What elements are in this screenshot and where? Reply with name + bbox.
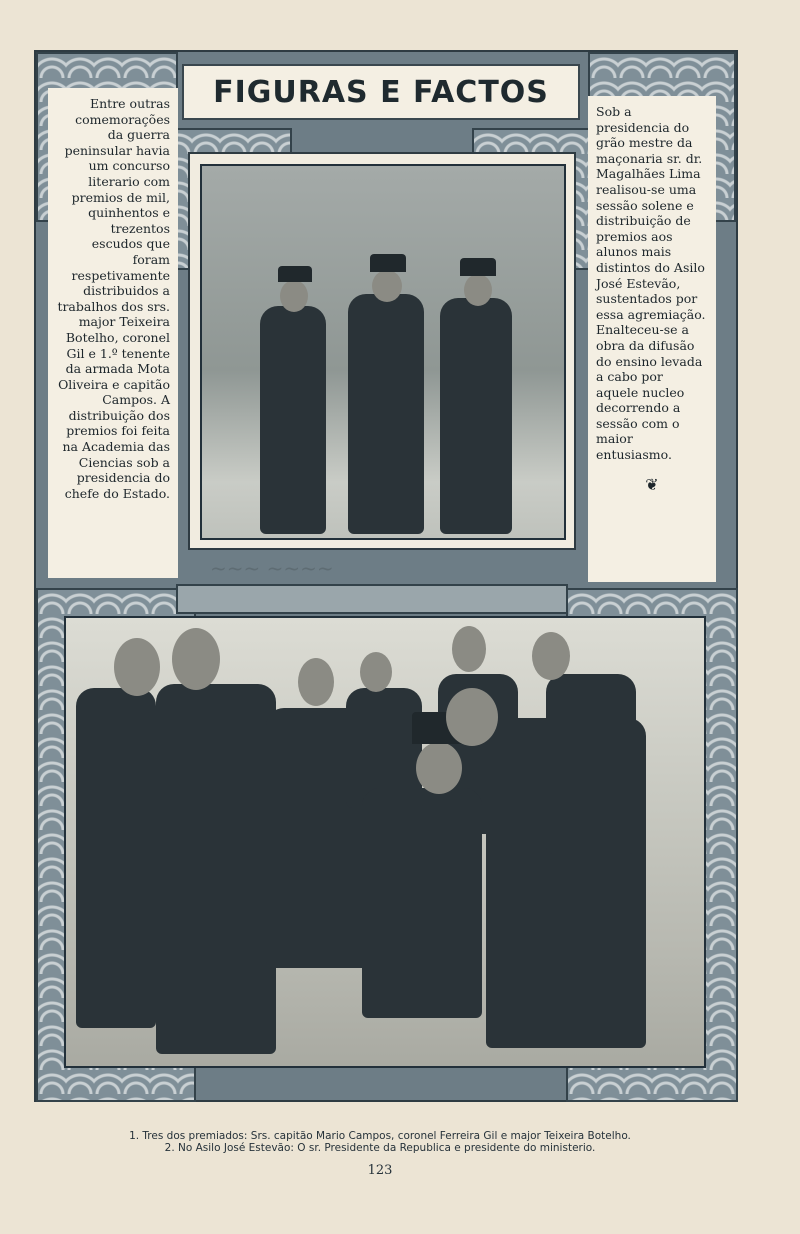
officer-figure-right bbox=[440, 298, 512, 534]
person-head bbox=[172, 628, 220, 690]
page-title: FIGURAS E FACTOS bbox=[213, 74, 549, 110]
page-number: 123 bbox=[367, 1163, 393, 1178]
officer-head-center bbox=[372, 270, 402, 302]
photo-captions bbox=[0, 1130, 760, 1154]
person-figure bbox=[546, 674, 636, 854]
person-head bbox=[532, 632, 570, 680]
inner-panel bbox=[176, 584, 568, 614]
left-text-column bbox=[48, 88, 178, 578]
officer-cap-center bbox=[370, 254, 406, 272]
officer-cap-left bbox=[278, 266, 312, 282]
person-figure bbox=[156, 684, 276, 1054]
caption-line-1: 1. Tres dos premiados: Srs. capitão Mario Campos, coronel Ferreira Gil e major Teixeira Botelho. bbox=[129, 1130, 631, 1142]
person-head bbox=[298, 658, 334, 706]
officer-figure-center bbox=[348, 294, 424, 534]
person-figure-seated bbox=[362, 788, 482, 1018]
photo-three-officers bbox=[200, 164, 566, 540]
person-head bbox=[360, 652, 392, 692]
officer-head-left bbox=[280, 280, 308, 312]
person-figure bbox=[76, 688, 156, 1028]
photographer-signature: ~~~ ~~~~ bbox=[210, 556, 334, 580]
person-head-seated bbox=[416, 742, 462, 794]
person-head bbox=[114, 638, 160, 696]
person-head-bowing bbox=[446, 688, 498, 746]
officer-cap-right bbox=[460, 258, 496, 276]
officer-head-right bbox=[464, 274, 492, 306]
officer-figure-left bbox=[260, 306, 326, 534]
right-text-column bbox=[588, 96, 716, 582]
right-paragraph-2: Enalteceu-se a obra da difusão do ensino levada a cabo por aquele nucleo decorrendo a sessão com o maior entusiasmo. bbox=[596, 322, 703, 463]
left-paragraph: Entre outras comemorações da guerra peninsular havia um concurso literario com premios de mil, quinhentos e trezentos escudos que foram respetivamente distribuidos a trabalhos dos srs. major Teixeira Botelho, coronel Gil e 1.º tenente da armada Mota Oliveira e capitão Campos. A distribuição dos premios foi feita na Academia das Ciencias sob a presidencia do chefe do Estado. bbox=[57, 96, 170, 501]
right-paragraph-1: Sob a presidencia do grão mestre da maçonaria sr. dr. Magalhães Lima realisou-se uma sessão solene e distribuição de premios aos alunos mais distintos do Asilo José Estevão, sustentados por essa agremiação. bbox=[596, 104, 706, 322]
photo-asilo-ceremony bbox=[64, 616, 706, 1068]
caption-line-2: 2. No Asilo José Estevão: O sr. Presidente da Republica e presidente do ministerio. bbox=[164, 1142, 596, 1154]
title-box bbox=[182, 64, 580, 120]
person-head bbox=[452, 626, 486, 672]
fleuron-icon: ❦ bbox=[645, 474, 659, 494]
